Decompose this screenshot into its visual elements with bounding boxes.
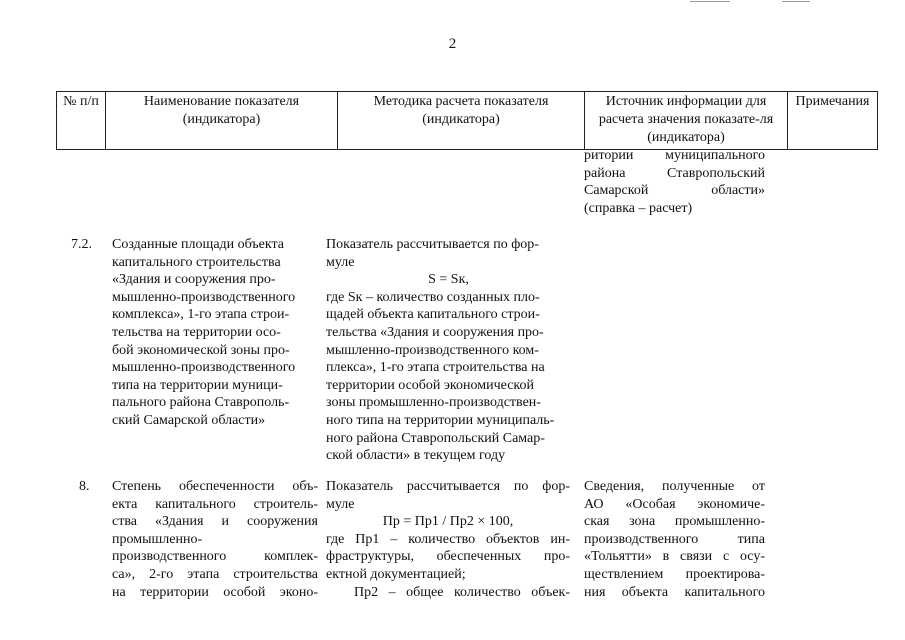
top-mark-line [782, 1, 810, 2]
text-line: Сведения, полученные от [584, 479, 765, 494]
text-line: зоны промышленно-производствен- [326, 395, 541, 411]
text-line: са», 2-го этапа строительства [112, 566, 318, 582]
text-line: щадей объекта капитального строи- [326, 307, 540, 323]
text-line: «Тольятти» в связи с осу- [584, 549, 765, 565]
text-line: ного типа на территории муниципаль- [326, 412, 555, 428]
text-line: Самарской области» [584, 183, 765, 199]
header-col-method: Методика расчета показателя (индикатора) [338, 92, 585, 150]
text-line: Показатель рассчитывается по фор- [326, 479, 570, 494]
table-header [56, 91, 878, 150]
page-number: 2 [448, 36, 457, 52]
text-line: «Здания и сооружения про- [112, 272, 276, 288]
text-line: производственного комплек- [112, 549, 318, 565]
text-line: Созданные площади объекта [112, 237, 284, 252]
text-line: (справка – расчет) [584, 200, 693, 216]
text-line: плекса», 1-го этапа строительства на [326, 360, 545, 376]
text-line: мышленно-производственного [112, 289, 296, 305]
text-line: Показатель рассчитывается по фор- [326, 237, 539, 252]
text-line: пального района Ставрополь- [112, 395, 290, 411]
header-col-source: Источник информации для расчета значения показате-ля (индикатора) [585, 92, 788, 150]
text-line: тельства «Здания и сооружения про- [326, 324, 544, 340]
text-line: ществлением проектирова- [584, 566, 765, 582]
information-source [584, 478, 765, 601]
formula: S = Sк, [428, 272, 469, 288]
indicator-name [112, 236, 317, 430]
indicator-name [112, 478, 318, 601]
text-line: мышленно-производственного ком- [326, 342, 539, 358]
text-line: капитального строительства [112, 254, 281, 270]
text-line: территории особой экономической [326, 377, 534, 393]
text-line: комплекса», 1-го этапа строи- [112, 307, 290, 323]
text-line: фраструктуры, обеспеченных про- [326, 549, 570, 565]
calculation-method [326, 478, 570, 601]
text-line: ритории муниципального [584, 148, 765, 163]
text-line: производственного типа [584, 531, 765, 547]
row-number: 7.2. [71, 237, 92, 252]
text-line: ства «Здания и сооружения [112, 514, 318, 530]
text-line: мышленно-производственного [112, 360, 296, 376]
text-line: екта капитального строитель- [112, 496, 318, 512]
text-line: муле [326, 496, 355, 512]
top-mark-line [690, 1, 730, 2]
text-line: муле [326, 254, 355, 270]
text-line: типа на территории муници- [112, 377, 283, 393]
header-col-note: Примечания [788, 92, 878, 150]
calculation-method [326, 236, 571, 465]
text-line: ская зона промышленно- [584, 514, 765, 530]
text-line: Степень обеспеченности объ- [112, 479, 318, 494]
text-line: ного района Ставропольский Самар- [326, 430, 545, 446]
text-line: на территории особой эконо- [112, 584, 318, 600]
text-line: ской области» в текущем году [326, 448, 506, 464]
text-line: где Пр1 – количество объектов ин- [326, 531, 570, 547]
header-col-number: № п/п [57, 92, 106, 150]
text-line: Пр2 – общее количество объек- [354, 584, 570, 600]
row-number: 8. [79, 479, 90, 494]
formula: Пр = Пр1 / Пр2 × 100, [382, 514, 514, 530]
text-line: бой экономической зоны про- [112, 342, 290, 358]
text-line: промышленно- [112, 531, 203, 547]
text-line: ский Самарской области» [112, 412, 266, 428]
text-line: тельства на территории осо- [112, 324, 281, 340]
top-edge-marks [690, 0, 810, 3]
text-line: АО «Особая экономиче- [584, 496, 765, 512]
text-line: где Sк – количество созданных пло- [326, 289, 540, 305]
text-line: района Ставропольский [584, 165, 765, 181]
continuation-source [584, 147, 765, 217]
text-line: ектной документацией; [326, 566, 466, 582]
header-col-name: Наименование показателя (индикатора) [106, 92, 338, 150]
text-line: ния объекта капитального [584, 584, 765, 600]
